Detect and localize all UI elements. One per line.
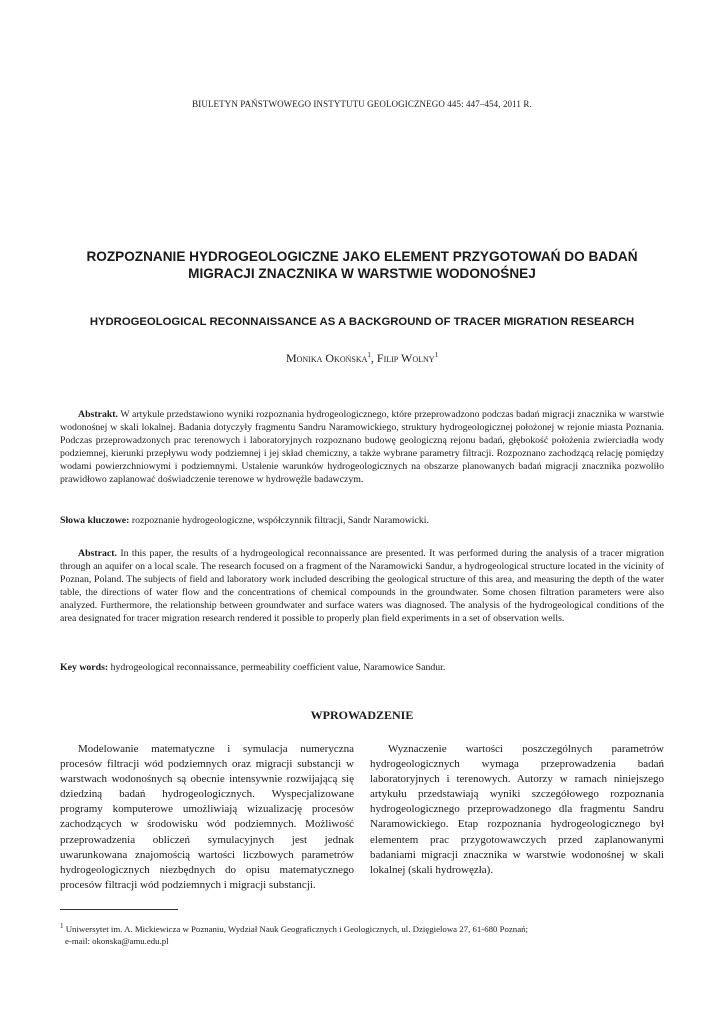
abstract-english-label: Abstract.	[78, 548, 117, 559]
keywords-english	[60, 661, 664, 674]
keywords-english-text: hydrogeological reconnaissance, permeability coefficient value, Naramowice Sandur.	[108, 662, 446, 673]
title-polish	[60, 248, 664, 282]
body-column-left	[60, 742, 354, 893]
author-2-affiliation-marker: 1	[434, 351, 439, 359]
body-column-right	[370, 742, 664, 878]
keywords-polish-label: Słowa kluczowe:	[60, 515, 130, 526]
title-polish-line-1: ROZPOZNANIE HYDROGEOLOGICZNE JAKO ELEMENT PRZYGOTOWAŃ DO BADAŃ	[86, 249, 638, 264]
abstract-polish	[60, 408, 664, 487]
keywords-polish-text: rozpoznanie hydrogeologiczne, współczynnik filtracji, Sandr Naramowicki.	[129, 515, 429, 526]
footnote-divider	[60, 909, 178, 910]
authors	[0, 351, 724, 366]
keywords-polish	[60, 514, 664, 527]
intro-paragraph-left: Modelowanie matematyczne i symulacja numeryczna procesów filtracji wód podziemnych oraz migracji substancji w warstwach wodonośnych są obecnie intensywnie rozwijającą się dziedziną badań hydrogeologicznych. Wyspecjalizowane programy komputerowe umożliwiają wizualizację procesów zachodzących w środowisku wód podziemnych. Możliwość przeprowadzenia obliczeń symulacyjnych jest jednak uwarunkowana znajomością wartości liczbowych parametrów hydrogeologicznych niezbędnych do opisu matematycznego procesów filtracji wód podziemnych i migracji substancji.	[60, 743, 354, 891]
author-2: Filip Wolny	[376, 351, 435, 365]
keywords-english-label: Key words:	[60, 662, 109, 673]
author-1-affiliation-marker: 1	[367, 351, 371, 359]
abstract-english	[60, 547, 664, 626]
author-separator: ,	[370, 351, 377, 365]
footnote-email: e-mail: okonska@amu.edu.pl	[65, 935, 169, 946]
title-polish-line-2: MIGRACJI ZNACZNIKA W WARSTWIE WODONOŚNEJ	[188, 266, 536, 281]
author-1: Monika Okońska	[285, 351, 368, 365]
abstract-polish-label: Abstrakt.	[78, 409, 119, 420]
section-heading: WPROWADZENIE	[310, 708, 414, 722]
abstract-polish-text: W artykule przedstawiono wyniki rozpoznania hydrogeologicznego, które przeprowadzono podczas badań migracji znacznika w warstwie wodonośnej w skali lokalnej. Badania dotyczyły fragmentu Sandru Naramowickiego, struktury hydrogeologicznej położonej w rejonie miasta Poznania. Podczas przeprowadzonych prac terenowych i laboratoryjnych rozpoznano budowę geologiczną rejonu badań, głębokość położenia zwierciadła wody podziemnej, kierunki przepływu wody podziemnej i jej skład chemiczny, a także wybrane parametry filtracji. Rozpoznano zachodzącą relację pomiędzy wodami powierzchniowymi i podziemnymi. Ustalenie warunków hydrogeologicznych na obszarze planowanych badań migracji znacznika pozwoliło prawidłowo zaplanować doświadczenie terenowe w hydrowęźle badawczym.	[60, 409, 664, 486]
intro-paragraph-right: Wyznaczenie wartości poszczególnych parametrów hydrogeologicznych wymaga przeprowadzenia badań laboratoryjnych i terenowych. Autorzy w ramach niniejszego artykułu przedstawiają wyniki szczegółowego rozpoznania hydrogeologicznego przeprowadzonego dla fragmentu Sandru Naramowickiego. Etap rozpoznania hydrogeologicznego był elementem prac przygotowawczych przed zaplanowanymi badaniami migracji znacznika w warstwie wodonośnej w skali lokalnej (skali hydrowęzła).	[370, 743, 664, 876]
running-head: BIULETYN PAŃSTWOWEGO INSTYTUTU GEOLOGICZNEGO 445: 447–454, 2011 R.	[192, 99, 532, 109]
abstract-english-text: In this paper, the results of a hydrogeological reconnaissance are presented. It was performed during the analysis of a tracer migration through an aquifer on a local scale. The research focused on a fragment of the Naramowicki Sandur, a hydrogeological structure located in the vicinity of Poznan, Poland. The subjects of field and laboratory work included describing the geological structure of this area, and measuring the depth of the water table, the directions of water flow and the concentrations of chemical compounds in the groundwater. Some chosen filtration parameters were also analyzed. Furthermore, the relationship between groundwater and surface waters was diagnosed. The analysis of the hydrogeological conditions of the area designated for tracer migration research rendered it possible to properly plan field experiments in a set of observation wells.	[60, 548, 664, 625]
footnote-marker: 1	[60, 922, 64, 930]
footnote-affiliation: Uniwersytet im. A. Mickiewicza w Poznaniu, Wydział Nauk Geograficznych i Geologicznych, ul. Dzięgielowa 27, 61-680 Poznań;	[63, 923, 528, 934]
title-english: HYDROGEOLOGICAL RECONNAISSANCE AS A BACKGROUND OF TRACER MIGRATION RESEARCH	[89, 316, 635, 328]
footnote	[60, 920, 664, 947]
